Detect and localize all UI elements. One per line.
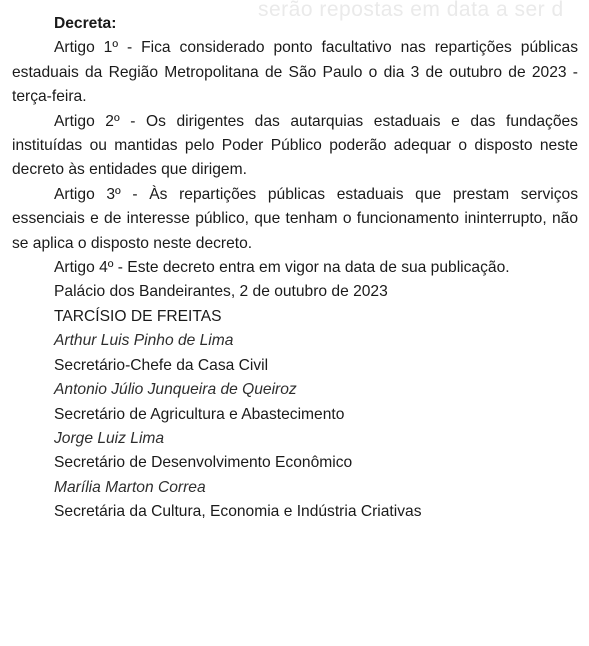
place-date: Palácio dos Bandeirantes, 2 de outubro de 2023: [54, 283, 388, 301]
decree-document: [12, 12, 578, 525]
signatory-title: Secretária da Cultura, Economia e Indústria Criativas: [54, 503, 422, 521]
background-bleed-text: serão repostas em data a ser d: [258, 0, 564, 21]
signatory-title: Secretário de Agricultura e Abastecimento: [54, 405, 345, 423]
decree-heading: Decreta:: [54, 15, 117, 32]
signatory-title: Secretário de Desenvolvimento Econômico: [54, 454, 353, 472]
signatory-name: Arthur Luis Pinho de Lima: [54, 332, 234, 350]
signatory-name: Jorge Luiz Lima: [54, 429, 165, 447]
governor-name: TARCÍSIO DE FREITAS: [54, 307, 222, 325]
signatory-title: Secretário-Chefe da Casa Civil: [54, 356, 269, 374]
article-3: Artigo 3º - Às repartições públicas estaduais que prestam serviços essenciais e de interesse público, que tenham o funcionamento ininterrupto, não se aplica o disposto neste decreto.: [12, 185, 578, 252]
article-1: Artigo 1º - Fica considerado ponto facultativo nas repartições públicas estaduais da Região Metropolitana de São Paulo o dia 3 de outubro de 2023 - terça-feira.: [12, 39, 578, 106]
signatory-name: Antonio Júlio Junqueira de Queiroz: [54, 381, 297, 399]
article-2: Artigo 2º - Os dirigentes das autarquias estaduais e das fundações instituídas ou mantidas pelo Poder Público poderão adequar o disposto neste decreto às entidades que dirigem.: [12, 112, 578, 179]
article-4: Artigo 4º - Este decreto entra em vigor na data de sua publicação.: [54, 259, 510, 277]
signatory-name: Marília Marton Correa: [54, 478, 206, 496]
